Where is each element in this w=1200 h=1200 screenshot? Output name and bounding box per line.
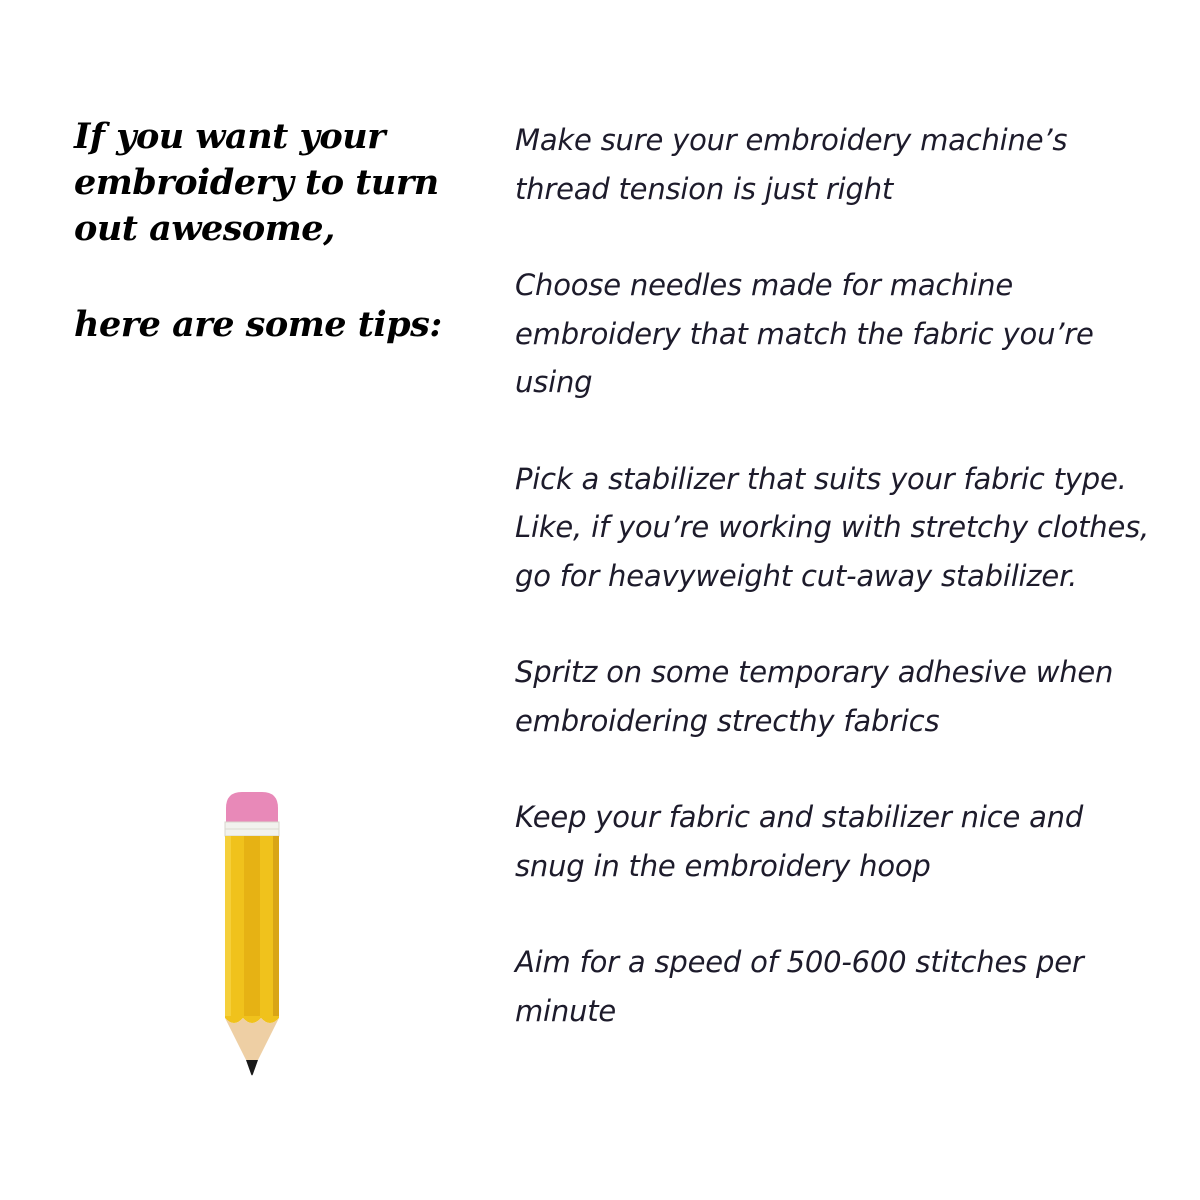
tips-list [515, 116, 1155, 1083]
pencil-eraser [226, 792, 278, 822]
tip-item: Aim for a speed of 500-600 stitches per minute [515, 945, 1084, 1028]
tip-item: Make sure your embroidery machine’s thread tension is just right [515, 123, 1068, 206]
intro-subheading: here are some tips: [74, 304, 442, 345]
intro-text [74, 114, 464, 348]
tip-item: Spritz on some temporary adhesive when embroidering strecthy fabrics [515, 655, 1114, 738]
pencil-icon [222, 790, 282, 1080]
tip-item: Keep your fabric and stabilizer nice and snug in the embroidery hoop [515, 800, 1084, 883]
tip-item: Pick a stabilizer that suits your fabric type. Like, if you’re working with stretchy clothes, go for heavyweight cut-away stabilizer. [515, 461, 1150, 593]
pencil-wood [225, 1018, 279, 1060]
intro-heading: If you want your embroidery to turn out awesome, [74, 116, 439, 249]
tip-item: Choose needles made for machine embroidery that match the fabric you’re using [515, 268, 1094, 399]
pencil-lead [246, 1060, 258, 1076]
